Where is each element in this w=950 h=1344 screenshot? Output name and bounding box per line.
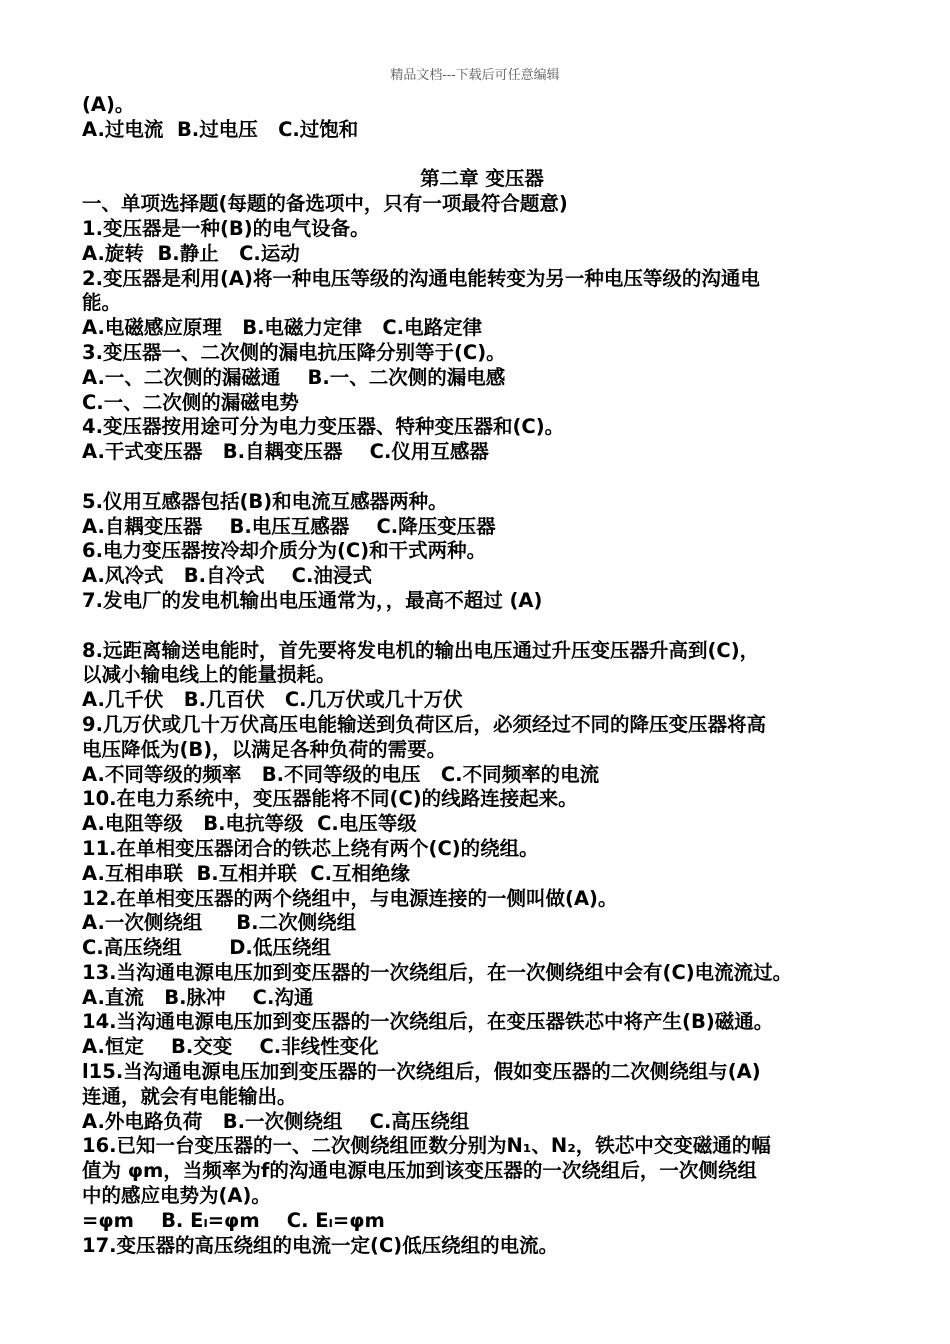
question-8: 8.远距离输送电能时，首先要将发电机的输出电压通过升压变压器升高到(C)， xyxy=(82,638,760,662)
text-line: (A)。 xyxy=(82,93,135,116)
question-17: 17.变压器的高压绕组的电流一定(C)低压绕组的电流。 xyxy=(82,1233,559,1257)
answer-options: =φm B. Eₗ=φm C. Eₗ=φm xyxy=(82,1208,385,1232)
question-1: 1.变压器是一种(B)的电气设备。 xyxy=(82,216,370,240)
question-10: 10.在电力系统中，变压器能将不同(C)的线路连接起来。 xyxy=(82,787,578,811)
answer-options: A.外电路负荷 B.一次侧绕组 C.高压绕组 xyxy=(82,1109,470,1133)
answer-options: A.直流 B.脉冲 C.沟通 xyxy=(82,985,314,1009)
answer-options: A.电磁感应原理 B.电磁力定律 C.电路定律 xyxy=(82,316,483,340)
question-12: 12.在单相变压器的两个绕组中，与电源连接的一侧叫做(A)。 xyxy=(82,886,618,910)
question-16: 16.已知一台变压器的一、二次侧绕组匝数分别为N₁、N₂，铁芯中交变磁通的幅 xyxy=(82,1134,771,1158)
question-2-cont: 能。 xyxy=(82,291,122,315)
blank-line xyxy=(82,143,882,168)
question-9-cont: 电压降低为(B)，以满足各种负荷的需要。 xyxy=(82,737,447,761)
section-heading: 一、单项选择题(每题的备选项中，只有一项最符合题意) xyxy=(82,192,568,216)
answer-options: A.风冷式 B.自冷式 C.油浸式 xyxy=(82,564,372,588)
answer-options: A.过电流 B.过电压 C.过饱和 xyxy=(82,117,359,141)
answer-options: A.自耦变压器 B.电压互感器 C.降压变压器 xyxy=(82,514,496,538)
answer-options: A.互相串联 B.互相并联 C.互相绝缘 xyxy=(82,861,411,885)
answer-options: A.几千伏 B.几百伏 C.几万伏或几十万伏 xyxy=(82,688,463,712)
question-16-cont: 值为 φm，当频率为f的沟通电源电压加到该变压器的一次绕组后，一次侧绕组 xyxy=(82,1159,757,1183)
answer-options: C.一、二次侧的漏磁电势 xyxy=(82,390,299,414)
document-body xyxy=(82,93,882,1258)
question-2: 2.变压器是利用(A)将一种电压等级的沟通电能转变为另一种电压等级的沟通电 xyxy=(82,266,760,290)
answer-options: A.电阻等级 B.电抗等级 C.电压等级 xyxy=(82,812,417,836)
question-9: 9.几万伏或几十万伏高压电能输送到负荷区后，必须经过不同的降压变压器将高 xyxy=(82,712,766,736)
question-15-cont: 连通，就会有电能输出。 xyxy=(82,1084,297,1108)
answer-options: A.不同等级的频率 B.不同等级的电压 C.不同频率的电流 xyxy=(82,762,600,786)
answer-options: A.一、二次侧的漏磁通 B.一、二次侧的漏电感 xyxy=(82,365,506,389)
answer-options: A.恒定 B.交变 C.非线性变化 xyxy=(82,1035,379,1059)
question-4: 4.变压器按用途可分为电力变压器、特种变压器和(C)。 xyxy=(82,415,565,439)
answer-options: C.高压绕组 D.低压绕组 xyxy=(82,936,331,960)
question-15: l15.当沟通电源电压加到变压器的一次绕组后，假如变压器的二次侧绕组与(A) xyxy=(82,1060,761,1084)
chapter-title: 第二章 变压器 xyxy=(420,167,544,191)
question-3: 3.变压器一、二次侧的漏电抗压降分别等于(C)。 xyxy=(82,340,506,364)
question-6: 6.电力变压器按冷却介质分为(C)和干式两种。 xyxy=(82,539,487,563)
answer-options: A.一次侧绕组 B.二次侧绕组 xyxy=(82,911,357,935)
question-14: 14.当沟通电源电压加到变压器的一次绕组后，在变压器铁芯中将产生(B)磁通。 xyxy=(82,1010,774,1034)
answer-options: A.干式变压器 B.自耦变压器 C.仪用互感器 xyxy=(82,440,489,464)
blank-line xyxy=(82,465,882,490)
question-13: 13.当沟通电源电压加到变压器的一次绕组后，在一次侧绕组中会有(C)电流流过。 xyxy=(82,960,793,984)
question-8-cont: 以减小输电线上的能量损耗。 xyxy=(82,663,336,687)
question-11: 11.在单相变压器闭合的铁芯上绕有两个(C)的绕组。 xyxy=(82,836,539,860)
question-7: 7.发电厂的发电机输出电压通常为，，最高不超过 (A) xyxy=(82,588,543,612)
blank-line xyxy=(82,614,882,639)
page-watermark: 精品文档---下载后可任意编辑 xyxy=(390,68,560,83)
answer-options: A.旋转 B.静止 C.运动 xyxy=(82,241,300,265)
question-5: 5.仪用互感器包括(B)和电流互感器两种。 xyxy=(82,489,448,513)
question-16-cont: 中的感应电势为(A)。 xyxy=(82,1184,271,1208)
